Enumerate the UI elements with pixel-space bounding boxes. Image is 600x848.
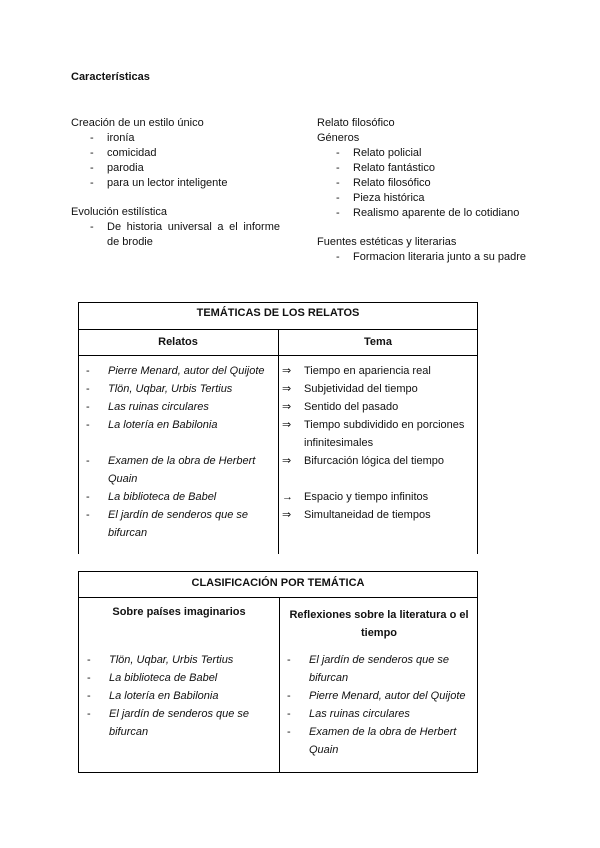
- list-item: - Tlön, Uqbar, Urbis Tertius: [87, 654, 234, 666]
- section-heading: Fuentes estéticas y literarias: [317, 236, 457, 248]
- column-header: Tema: [364, 336, 392, 348]
- list: [71, 131, 286, 191]
- table-row: ⇒ Tiempo subdividido en porciones infinitesimales: [282, 419, 465, 449]
- table-caption: TEMÁTICAS DE LOS RELATOS: [196, 307, 360, 319]
- section-heading: Evolución estilística: [71, 206, 167, 218]
- list-item: - La biblioteca de Babel: [87, 672, 218, 684]
- table-caption: CLASIFICACIÓN POR TEMÁTICA: [191, 577, 365, 589]
- table-row: ⇒ Subjetividad del tiempo: [282, 383, 418, 395]
- list-item: - Pierre Menard, autor del Quijote: [287, 690, 466, 702]
- list-item: - Formacion literaria junto a su padre: [317, 250, 527, 265]
- line: Relato filosófico: [317, 117, 395, 129]
- list: [71, 220, 286, 250]
- table-row: - Examen de la obra de Herbert Quain: [86, 455, 256, 485]
- list-item: - Realismo aparente de lo cotidiano: [317, 206, 532, 221]
- list: [317, 250, 532, 265]
- column-header: Relatos: [158, 336, 198, 348]
- table-row: ⇒ Simultaneidad de tiempos: [282, 509, 431, 521]
- table-row: ⇒ Bifurcación lógica del tiempo: [282, 455, 445, 467]
- document-title: Características: [71, 71, 150, 83]
- table-clasificacion: [78, 571, 478, 773]
- column-header: Reflexiones sobre la literatura o el tiempo: [289, 609, 469, 639]
- list-item: - El jardín de senderos que se bifurcan: [87, 708, 250, 738]
- list-item: - Relato filosófico: [317, 176, 532, 191]
- list-item: - Relato fantástico: [317, 161, 532, 176]
- list-item: - parodia: [71, 161, 286, 176]
- table-row: ⇒ Sentido del pasado: [282, 401, 399, 413]
- list-item: - para un lector inteligente: [71, 176, 286, 191]
- table-row: - Pierre Menard, autor del Quijote: [86, 365, 265, 377]
- column-header: Sobre países imaginarios: [112, 606, 246, 618]
- table-row: ⇒ Tiempo en apariencia real: [282, 365, 431, 377]
- list-item: - Relato policial: [317, 146, 532, 161]
- relatos-column: [78, 362, 278, 542]
- right-column: [317, 116, 532, 265]
- table-row: → Espacio y tiempo infinitos: [282, 491, 429, 503]
- list-item: - De historia universal a el informe de brodie: [71, 220, 280, 250]
- section-heading: Géneros: [317, 132, 360, 144]
- list-item: - Pieza histórica: [317, 191, 532, 206]
- table-row: - Las ruinas circulares: [86, 401, 209, 413]
- list-item: - Examen de la obra de Herbert Quain: [287, 726, 457, 756]
- list: [317, 146, 532, 221]
- list-item: - comicidad: [71, 146, 286, 161]
- reflexiones-column: [279, 651, 477, 759]
- left-column: [71, 116, 286, 250]
- list-item: - Las ruinas circulares: [287, 708, 410, 720]
- list-item: - La lotería en Babilonia: [87, 690, 219, 702]
- tema-column: [278, 362, 478, 524]
- table-row: - La biblioteca de Babel: [86, 491, 217, 503]
- table-row: - Tlön, Uqbar, Urbis Tertius: [86, 383, 233, 395]
- paises-column: [79, 651, 279, 741]
- table-tematicas: [78, 302, 478, 554]
- table-row: - La lotería en Babilonia: [86, 419, 218, 431]
- list-item: - El jardín de senderos que se bifurcan: [287, 654, 450, 684]
- list-item: - ironía: [71, 131, 286, 146]
- table-row: - El jardín de senderos que se bifurcan: [86, 509, 249, 539]
- section-heading: Creación de un estilo único: [71, 117, 204, 129]
